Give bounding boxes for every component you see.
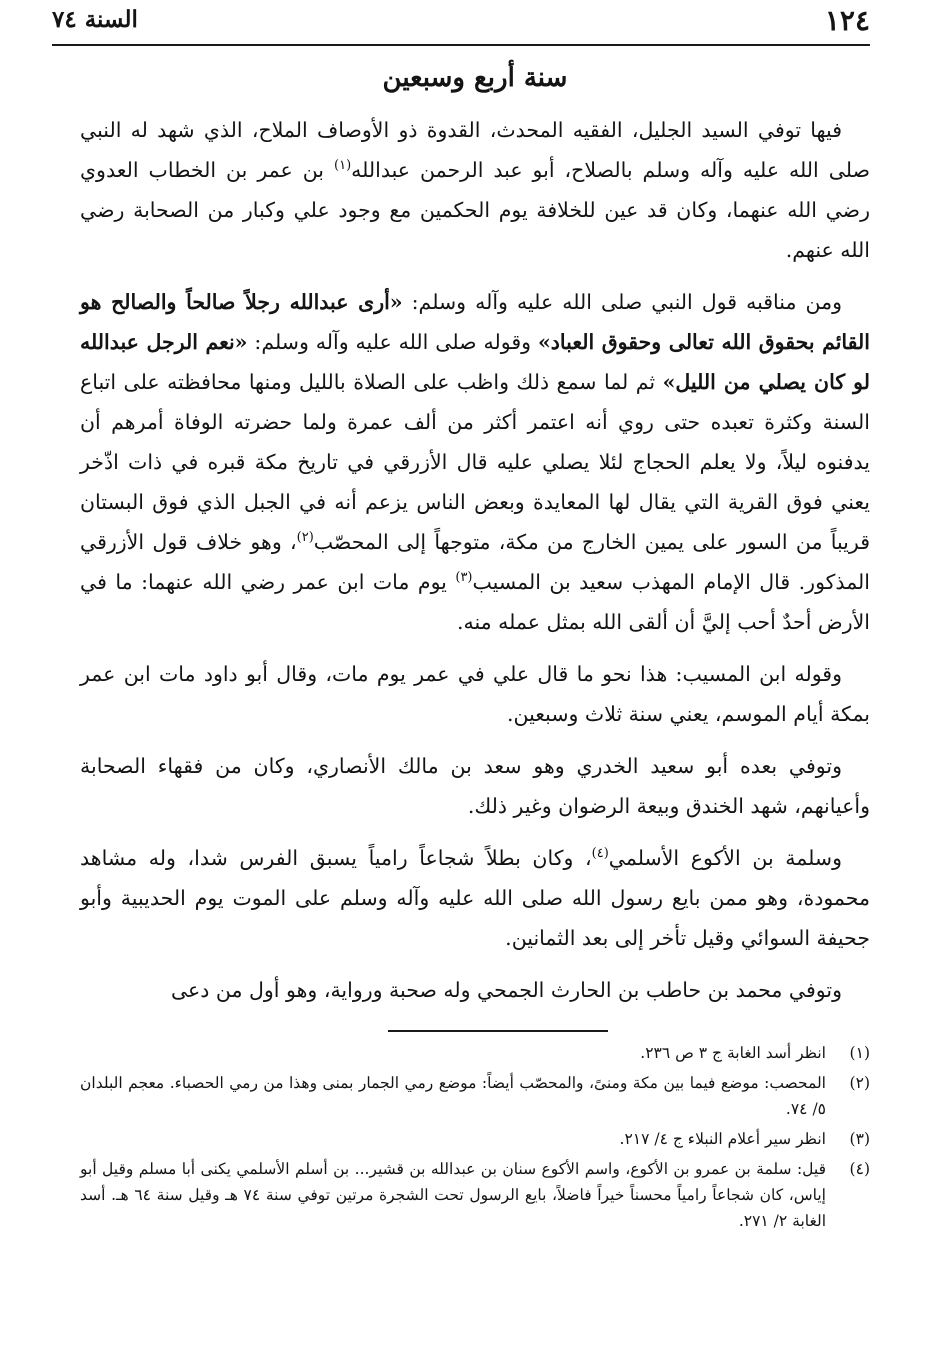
paragraph-5: [80, 838, 870, 958]
footnote-ref-3: (٣): [455, 570, 473, 585]
p1-text-b: بن عمر بن الخطاب العدوي رضي الله عنهما، وكان قد عين للخلافة يوم الحكمين مع وجود علي وكبار من الصحابة رضي الله عنهم.: [80, 158, 870, 262]
footnote-rule: [388, 1030, 608, 1032]
paragraph-2: [80, 282, 870, 642]
footnote-ref-4: (٤): [591, 846, 609, 861]
footnote-text: المحصب: موضع فيما بين مكة ومنىً، والمحصّب أيضاً: موضع رمي الجمار بمنى وهذا من رمي الحصباء. معجم البلدان ٥/ ٧٤.: [80, 1074, 826, 1118]
footnote: [80, 1156, 870, 1234]
paragraph-6: وتوفي محمد بن حاطب بن الحارث الجمحي وله صحبة ورواية، وهو أول من دعى: [170, 978, 842, 1002]
footnote-ref-1: (١): [334, 158, 352, 173]
p2-text-a: ومن مناقبه قول النبي صلى الله عليه وآله وسلم:: [402, 290, 842, 314]
footnote-mark: (١): [849, 1044, 870, 1062]
footnote-text: قيل: سلمة بن عمرو بن الأكوع، واسم الأكوع سنان بن عبدالله بن قشير... بن أسلم الأسلمي يكنى أبا مسلم وقيل أبو إياس، كان شجاعاً رامياً محسناً خيراً فاضلاً، بايع الرسول تحت الشجرة مرتين توفي سنة ٧٤ هـ وقيل سنة ٦٤ هـ. أسد الغابة ٢/ ٢٧١.: [80, 1160, 826, 1230]
hadith-quote-1: «أرى عبدالله رجلاً صالحاً والصالح هو القائم بحقوق الله تعالى وحقوق العباد»: [80, 290, 870, 354]
footnote-ref-2: (٢): [296, 530, 314, 545]
p5-text-a: وسلمة بن الأكوع الأسلمي: [608, 846, 842, 870]
p2-text-b: وقوله صلى الله عليه وآله وسلم:: [247, 330, 538, 354]
paragraph-4: وتوفي بعده أبو سعيد الخدري وهو سعد بن مالك الأنصاري، وكان من فقهاء الصحابة وأعيانهم، شهد الخندق وبيعة الرضوان وغير ذلك.: [80, 754, 870, 818]
footnotes: [80, 1040, 870, 1238]
p1-text-a: فيها توفي السيد الجليل، الفقيه المحدث، القدوة ذو الأوصاف الملاح، الذي شهد له النبي صلى الله عليه وآله وسلم بالصلاح، أبو عبد الرحمن عبدالله: [80, 118, 871, 182]
footnote-mark: (٣): [849, 1130, 870, 1148]
footnote-mark: (٤): [849, 1160, 870, 1178]
footnote: [80, 1040, 870, 1066]
p2-text-c: ثم لما سمع ذلك واظب على الصلاة بالليل ومنها محافظته على اتباع السنة وكثرة تعبده حتى روي أنه اعتمر أكثر من ألف عمرة ولما حضرته الوفاة أمرهم أن يدفنوه ليلاً، ولا يعلم الحجاج لئلا يصلي عليه قال الأزرقي في تاريخ مكة قبره في ذات اذّخر يعني فوق القرية التي يقال لها المعايدة وبعض الناس يزعم أنه في الجبل الذي فوق البستان قريباً من السور على يمين الخارج من مكة، متوجهاً إلى المحصّب: [80, 370, 870, 554]
main-text: [80, 110, 870, 1022]
page-header: [52, 2, 870, 42]
p2-text-d: ، وهو خلاف قول الأزرقي المذكور. قال الإمام المهذب سعيد بن المسيب: [80, 530, 870, 594]
running-head: السنة ٧٤: [52, 6, 138, 33]
footnote-text: انظر أسد الغابة ج ٣ ص ٢٣٦.: [640, 1044, 826, 1062]
paragraph-3: وقوله ابن المسيب: هذا نحو ما قال علي في عمر يوم مات، وقال أبو داود مات ابن عمر بمكة أيام الموسم، يعني سنة ثلاث وسبعين.: [80, 662, 870, 726]
footnote: [80, 1126, 870, 1152]
hadith-quote-2: «نعم الرجل عبدالله لو كان يصلي من الليل»: [80, 330, 871, 394]
paragraph-1: [80, 110, 870, 270]
footnote: [80, 1070, 870, 1122]
header-rule: [52, 44, 870, 46]
p5-text-b: ، وكان بطلاً شجاعاً رامياً يسبق الفرس شدا، وله مشاهد محمودة، وهو ممن بايع رسول الله صلى الله عليه وآله وسلم على الموت يوم الحديبية وأبو جحيفة السوائي وقيل تأخر إلى بعد الثمانين.: [80, 846, 870, 950]
p2-text-e: يوم مات ابن عمر رضي الله عنهما: ما في الأرض أحدٌ أحب إليَّ أن ألقى الله بمثل عمله منه.: [80, 570, 870, 634]
footnote-mark: (٢): [849, 1074, 870, 1092]
footnote-text: انظر سير أعلام النبلاء ج ٤/ ٢١٧.: [619, 1130, 826, 1148]
chapter-title: سنة أربع وسبعين: [382, 63, 568, 93]
page-number: ١٢٤: [824, 4, 870, 37]
